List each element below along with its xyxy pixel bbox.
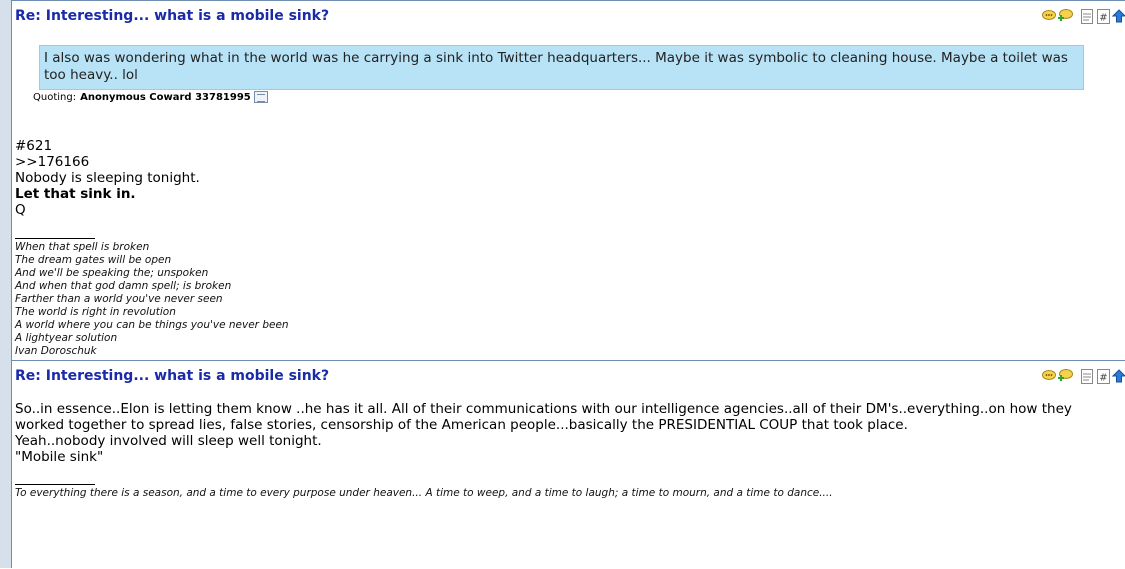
body-line: Yeah..nobody involved will sleep well tonight.	[15, 433, 322, 449]
signature-line: Farther than a world you've never seen	[15, 293, 223, 305]
scroll-up-icon[interactable]	[1111, 368, 1125, 384]
quoted-message: I also was wondering what in the world was he carrying a sink into Twitter headquarters... Maybe it was symbolic to cleaning house. Maybe a toilet was too heavy.. lol	[39, 45, 1084, 90]
post-actions	[1041, 8, 1125, 26]
left-gutter	[0, 0, 12, 568]
signature-line: The dream gates will be open	[15, 254, 172, 266]
reply-quote-icon[interactable]	[1041, 368, 1057, 384]
bookmark-icon[interactable]	[1079, 368, 1095, 384]
post-body	[15, 401, 1075, 465]
reply-icon[interactable]	[1057, 368, 1073, 384]
signature-line: And we'll be speaking the; unspoken	[15, 267, 209, 279]
signature-line: To everything there is a season, and a time to every purpose under heaven... A time to weep, and a time to laugh; a time to mourn, and a time to dance....	[15, 487, 833, 499]
signature-line: Ivan Doroschuk	[15, 345, 97, 357]
signature-line: A lightyear solution	[15, 332, 118, 344]
quote-attribution	[33, 91, 268, 103]
post-2	[12, 360, 1125, 569]
signature	[15, 241, 289, 358]
view-quoted-post-icon[interactable]	[254, 91, 268, 103]
signature-line: And when that god damn spell; is broken	[15, 280, 232, 292]
signature-line: A world where you can be things you've never been	[15, 319, 289, 331]
svg-text:#: #	[1098, 12, 1108, 23]
signature-line: When that spell is broken	[15, 241, 150, 253]
quote-author[interactable]: Anonymous Coward 33781995	[80, 91, 251, 103]
scroll-up-icon[interactable]	[1111, 8, 1125, 24]
body-line: >>176166	[15, 154, 90, 170]
post-title[interactable]: Re: Interesting... what is a mobile sink?	[15, 8, 330, 24]
permalink-icon[interactable]	[1095, 8, 1111, 24]
post-actions	[1041, 368, 1125, 386]
post-title[interactable]: Re: Interesting... what is a mobile sink?	[15, 368, 330, 384]
body-line-bold: Let that sink in.	[15, 186, 136, 202]
quoting-label: Quoting:	[33, 91, 77, 103]
reply-icon[interactable]	[1057, 8, 1073, 24]
signature-divider	[15, 484, 95, 485]
signature-line: The world is right in revolution	[15, 306, 176, 318]
body-line: #621	[15, 138, 53, 154]
permalink-icon[interactable]	[1095, 368, 1111, 384]
post-body	[15, 138, 200, 218]
body-line: Q	[15, 202, 26, 218]
body-paragraph: So..in essence..Elon is letting them know ..he has it all. All of their communications with our intelligence agencies..all of their DM's..everything..on how they worked together to spread lies, false stories, censorship of the American people...basically the PRESIDENTIAL COUP that took place.	[15, 401, 1072, 433]
reply-quote-icon[interactable]	[1041, 8, 1057, 24]
post-1	[12, 0, 1125, 361]
bookmark-icon[interactable]	[1079, 8, 1095, 24]
signature-divider	[15, 238, 95, 239]
body-line: Nobody is sleeping tonight.	[15, 170, 200, 186]
body-line: "Mobile sink"	[15, 449, 104, 465]
signature	[15, 487, 833, 500]
svg-text:#: #	[1098, 372, 1108, 383]
